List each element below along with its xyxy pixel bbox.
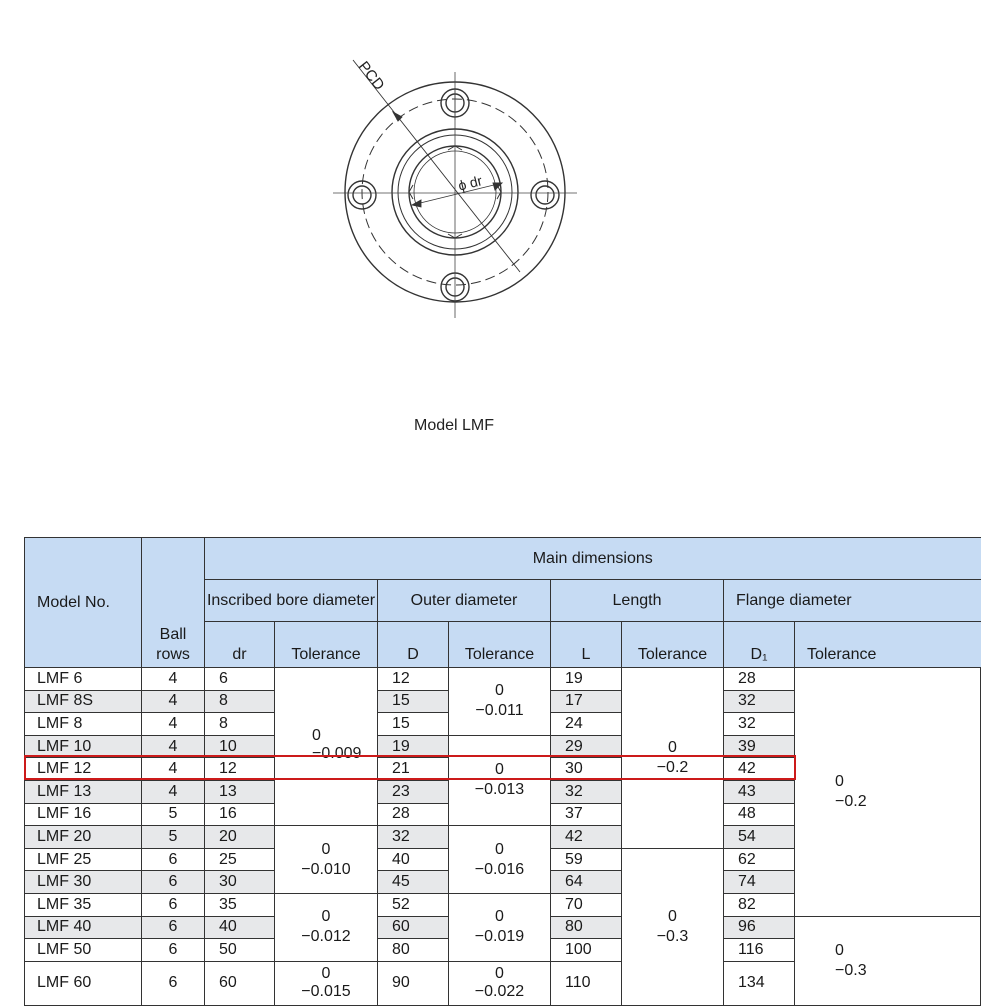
D1-cell: 42 — [724, 758, 795, 781]
header-D: D — [378, 622, 449, 668]
dr-cell: 30 — [205, 871, 275, 894]
ball-rows-cell: 6 — [142, 939, 205, 962]
model-cell: LMF 35 — [25, 893, 142, 916]
D-cell: 90 — [378, 961, 449, 1005]
dr-cell: 8 — [205, 713, 275, 736]
pcd-label: PCD — [354, 58, 388, 94]
outer-tol-lower: −0.011 — [475, 702, 524, 720]
ball-rows-cell: 4 — [142, 758, 205, 781]
D1-cell: 32 — [724, 690, 795, 713]
outer-tolerance-cell — [449, 961, 551, 1005]
header-dr: dr — [205, 622, 275, 668]
D1-cell: 74 — [724, 871, 795, 894]
D-cell: 60 — [378, 916, 449, 939]
ball-rows-cell: 5 — [142, 803, 205, 826]
L-cell: 19 — [551, 668, 622, 691]
header-flange-tolerance: Tolerance — [795, 622, 981, 668]
D1-cell: 116 — [724, 939, 795, 962]
ball-rows-cell: 6 — [142, 848, 205, 871]
outer-tol-upper: 0 — [495, 682, 504, 700]
outer-tolerance-cell — [449, 668, 551, 736]
bore-tolerance-cell — [275, 826, 378, 894]
length-tol-lower: −0.3 — [656, 927, 689, 945]
header-inscribed-bore: Inscribed bore diameter — [205, 580, 378, 622]
D-cell: 40 — [378, 848, 449, 871]
bore-tol-lower: −0.012 — [301, 928, 351, 946]
D-cell: 19 — [378, 735, 449, 758]
ball-rows-cell: 4 — [142, 735, 205, 758]
bore-tol-lower: −0.009 — [312, 745, 362, 762]
header-ball-rows: Ball rows — [142, 538, 205, 668]
L-cell: 32 — [551, 780, 622, 803]
outer-tol-lower: −0.022 — [474, 983, 525, 1001]
L-cell: 70 — [551, 893, 622, 916]
outer-tolerance-cell — [449, 735, 551, 825]
model-cell: LMF 10 — [25, 735, 142, 758]
L-cell: 24 — [551, 713, 622, 736]
bore-dr-label: ϕ dr — [456, 172, 484, 194]
model-cell: LMF 60 — [25, 961, 142, 1005]
model-cell: LMF 12 — [25, 758, 142, 781]
L-cell: 17 — [551, 690, 622, 713]
model-cell: LMF 16 — [25, 803, 142, 826]
length-tol-lower: −0.2 — [656, 758, 689, 776]
header-outer-tolerance: Tolerance — [449, 622, 551, 668]
flange-tol-upper: 0 — [835, 772, 844, 790]
D1-cell: 82 — [724, 893, 795, 916]
L-cell: 100 — [551, 939, 622, 962]
D-cell: 15 — [378, 690, 449, 713]
bore-tol-lower: −0.010 — [301, 860, 351, 878]
D-cell: 45 — [378, 871, 449, 894]
D-cell: 23 — [378, 780, 449, 803]
dr-cell: 10 — [205, 735, 275, 758]
header-length-tolerance: Tolerance — [622, 622, 724, 668]
bore-tol-upper: 0 — [321, 908, 331, 926]
ball-rows-cell: 6 — [142, 893, 205, 916]
flange-tol-lower: −0.3 — [835, 961, 867, 979]
bore-tol-upper: 0 — [321, 840, 331, 858]
model-cell: LMF 8S — [25, 690, 142, 713]
flange-tolerance-cell — [795, 668, 981, 917]
outer-tol-lower: −0.019 — [474, 928, 525, 946]
L-cell: 59 — [551, 848, 622, 871]
D1-cell: 43 — [724, 780, 795, 803]
header-flange-diameter: Flange diameter — [724, 580, 981, 622]
bore-tol-lower: −0.015 — [301, 983, 351, 1001]
header-length: Length — [551, 580, 724, 622]
header-model-no: Model No. — [25, 538, 142, 668]
dr-cell: 35 — [205, 893, 275, 916]
dr-cell: 40 — [205, 916, 275, 939]
L-cell: 64 — [551, 871, 622, 894]
dr-cell: 20 — [205, 826, 275, 849]
model-cell: LMF 40 — [25, 916, 142, 939]
D-cell: 80 — [378, 939, 449, 962]
dr-cell: 12 — [205, 758, 275, 781]
D-cell: 32 — [378, 826, 449, 849]
outer-tolerance-cell — [449, 826, 551, 894]
dr-cell: 13 — [205, 780, 275, 803]
length-tolerance-cell — [622, 848, 724, 1005]
ball-rows-cell: 4 — [142, 668, 205, 691]
outer-tol-upper: 0 — [495, 840, 504, 858]
D1-cell: 54 — [724, 826, 795, 849]
dr-cell: 6 — [205, 668, 275, 691]
D1-cell: 96 — [724, 916, 795, 939]
header-L: L — [551, 622, 622, 668]
flange-bearing-drawing — [330, 50, 590, 330]
dr-cell: 60 — [205, 961, 275, 1005]
bore-tolerance-cell — [275, 893, 378, 961]
length-tolerance-cell — [622, 668, 724, 849]
figure-caption: Model LMF — [413, 417, 495, 434]
model-cell: LMF 20 — [25, 826, 142, 849]
outer-tol-lower: −0.016 — [474, 860, 525, 878]
ball-rows-cell: 6 — [142, 961, 205, 1005]
ball-rows-cell: 4 — [142, 690, 205, 713]
outer-tolerance-cell — [449, 893, 551, 961]
outer-tol-upper: 0 — [495, 908, 504, 926]
D1-cell: 48 — [724, 803, 795, 826]
header-main-dimensions: Main dimensions — [205, 538, 981, 580]
model-cell: LMF 25 — [25, 848, 142, 871]
bore-tol-upper: 0 — [312, 727, 321, 744]
L-cell: 42 — [551, 826, 622, 849]
D-cell: 15 — [378, 713, 449, 736]
dr-cell: 8 — [205, 690, 275, 713]
D-cell: 52 — [378, 893, 449, 916]
L-cell: 110 — [551, 961, 622, 1005]
outer-tol-upper: 0 — [495, 761, 504, 779]
length-tol-upper: 0 — [668, 907, 677, 925]
D-cell: 12 — [378, 668, 449, 691]
D1-cell: 32 — [724, 713, 795, 736]
D1-cell: 39 — [724, 735, 795, 758]
dr-cell: 50 — [205, 939, 275, 962]
model-cell: LMF 30 — [25, 871, 142, 894]
outer-tol-lower: −0.013 — [474, 781, 525, 799]
flange-tolerance-cell — [795, 916, 981, 1005]
model-cell: LMF 13 — [25, 780, 142, 803]
model-cell: LMF 6 — [25, 668, 142, 691]
header-outer-diameter: Outer diameter — [378, 580, 551, 622]
ball-rows-cell: 4 — [142, 780, 205, 803]
L-cell: 30 — [551, 758, 622, 781]
header-D1: D₁ — [724, 622, 795, 668]
L-cell: 29 — [551, 735, 622, 758]
header-bore-tolerance: Tolerance — [275, 622, 378, 668]
ball-rows-cell: 5 — [142, 826, 205, 849]
model-cell: LMF 50 — [25, 939, 142, 962]
length-tol-upper: 0 — [668, 738, 677, 756]
bore-tol-upper: 0 — [321, 965, 331, 983]
dr-cell: 16 — [205, 803, 275, 826]
flange-tol-upper: 0 — [835, 941, 844, 959]
dimensions-table — [24, 537, 981, 1006]
ball-rows-cell: 6 — [142, 916, 205, 939]
bore-tolerance-cell — [275, 668, 378, 826]
D-cell: 28 — [378, 803, 449, 826]
center-lines — [333, 72, 577, 318]
model-cell: LMF 8 — [25, 713, 142, 736]
D1-cell: 134 — [724, 961, 795, 1005]
D1-cell: 28 — [724, 668, 795, 691]
L-cell: 80 — [551, 916, 622, 939]
table-row — [25, 668, 981, 691]
flange-tol-lower: −0.2 — [835, 792, 867, 810]
outer-tol-upper: 0 — [495, 965, 504, 983]
ball-rows-cell: 4 — [142, 713, 205, 736]
dimension-lines — [353, 60, 520, 272]
L-cell: 37 — [551, 803, 622, 826]
D-cell: 21 — [378, 758, 449, 781]
ball-rows-cell: 6 — [142, 871, 205, 894]
bore-tolerance-cell — [275, 961, 378, 1005]
dr-cell: 25 — [205, 848, 275, 871]
D1-cell: 62 — [724, 848, 795, 871]
